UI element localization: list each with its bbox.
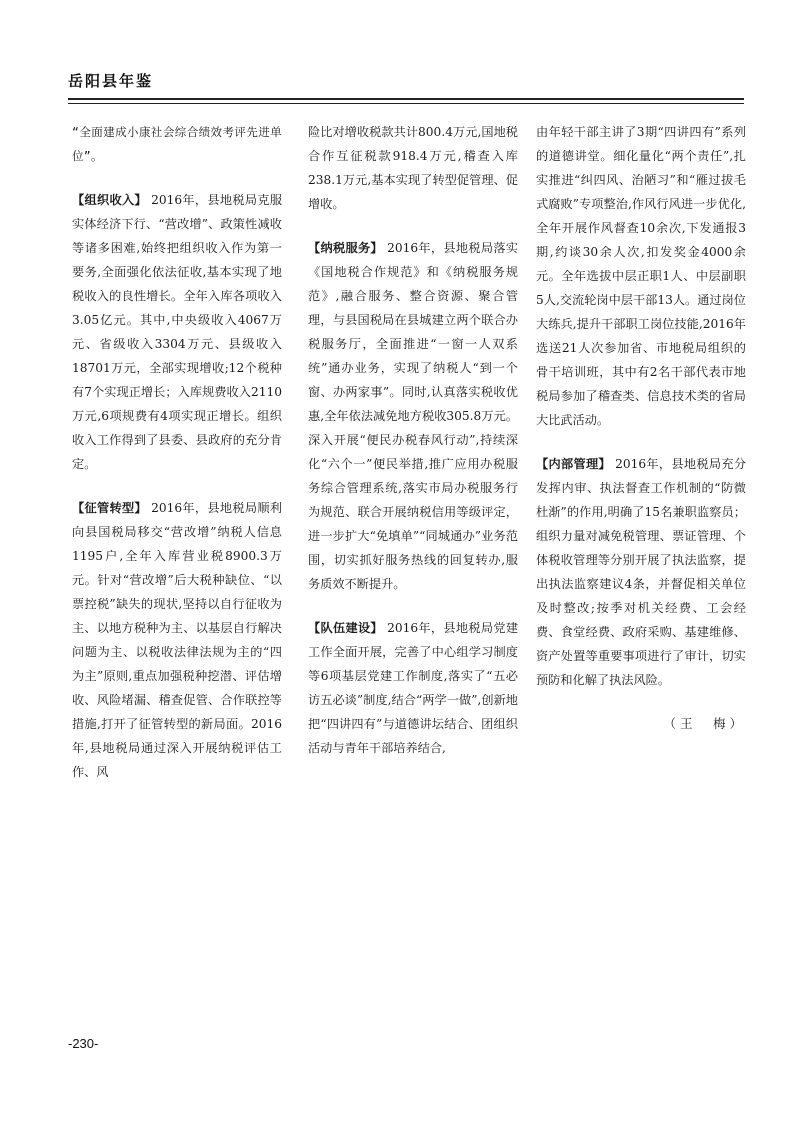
column-3 — [536, 120, 746, 756]
section-heading: 【内部管理】 — [536, 457, 611, 471]
section-heading: 【组织收入】 — [72, 193, 147, 207]
section-heading: 【纳税服务】 — [308, 241, 383, 255]
section-body: 2016年，县地税局党建工作全面开展，完善了中心组学习制度等6项基层党建工作制度,落实了“五必访五必谈”制度,结合“两学一做”,创新地把“四讲四有”与道德讲坛结合、团组织活动与青年干部培养结合, — [308, 621, 519, 755]
section-team-building — [308, 616, 518, 760]
section-tax-service — [308, 236, 518, 596]
section-heading: 【队伍建设】 — [308, 621, 383, 635]
header-rule — [68, 98, 744, 100]
continued-paragraph: 由年轻干部主讲了3期“四讲四有”系列的道德讲堂。细化量化“两个责任”,扎实推进“纠四风、治陋习”和“雁过拔毛式腐败”专项整治,作风行风进一步优化,全年开展作风督查10余次,下发通报3期,约谈30余人次,扣发奖金4000余元。全年选拔中层正职1人、中层副职5人,交流轮岗中层干部13人。通过岗位大练兵,提升干部职工岗位技能,2016年选送21人次参加省、市地税局组织的骨干培训班，其中有2名干部代表市地税局参加了稽查类、信息技术类的省局大比武活动。 — [536, 125, 746, 427]
column-2 — [308, 120, 518, 780]
continued-paragraph: 险比对增收税款共计800.4万元,国地税合作互征税款918.4万元,稽查入库238.1万元,基本实现了转型促管理、促增收。 — [308, 125, 518, 211]
section-organize-revenue — [72, 188, 282, 476]
column-1 — [72, 120, 282, 804]
section-body: 2016年，县地税局充分发挥内审、执法督查工作机制的“防微杜渐”的作用,明确了15名兼职监察员；组织力量对减免税管理、票证管理、个体税收管理等分别开展了执法监察，提出执法监察建议4条，并督促相关单位及时整改;按季对机关经费、工会经费、食堂经费、政府采购、基建维修、资产处置等重要事项进行了审计，切实预防和化解了执法风险。 — [536, 457, 747, 687]
section-collection-transformation — [72, 496, 282, 784]
author-credit: （王 梅） — [663, 716, 746, 731]
section-internal-management — [536, 452, 746, 692]
section-body: 2016年，县地税局落实《国地税合作规范》和《纳税服务规范》,融合服务、整合资源、聚合管理，与县国税局在县城建立两个联合办税服务厅，全面推进“一窗一人双系统”通办业务，实现了纳税人“到一个窗、办两家事”。同时,认真落实税收优惠,全年依法减免地方税收305.8万元。深入开展“便民办税春风行动”,持续深化“六个一”便民举措,推广应用办税服务综合管理系统,落实市局办税服务行为规范、联合开展纳税信用等级评定，进一步扩大“免填单”“同城通办”业务范围，切实抓好服务热线的回复转办,服务质效不断提升。 — [308, 241, 519, 591]
section-body: 2016年，县地税局克服实体经济下行、“营改增”、政策性减收等诸多困难,始终把组织收入作为第一要务,全面强化依法征收,基本实现了地税收入的良性增长。全年入库各项收入3.05亿元。其中,中央级收入4067万元、省级收入3304万元、县级收入18701万元，全部实现增收;12个税种有7个实现正增长；入库规费收入2110万元,6项规费有4项实现正增长。组织收入工作得到了县委、县政府的充分肯定。 — [72, 193, 283, 471]
section-heading: 【征管转型】 — [72, 501, 147, 515]
page-header-title: 岳阳县年鉴 — [68, 72, 154, 90]
header-rule-thin — [68, 103, 744, 104]
intro-paragraph: “全面建成小康社会综合绩效考评先进单位”。 — [72, 125, 282, 163]
page-number: -230- — [68, 1036, 99, 1051]
section-body: 2016年，县地税局顺利向县国税局移交“营改增”纳税人信息1195户,全年入库营业税8900.3万元。针对“营改增”后大税种缺位、“以票控税”缺失的现状,坚持以自行征收为主、以地方税种为主、以基层自行解决问题为主、以税收法律法规为主的“四为主”原则,重点加强税种挖潜、评估增收、风险堵漏、稽查促管、合作联控等措施,打开了征管转型的新局面。2016年,县地税局通过深入开展纳税评估工作、风 — [72, 501, 283, 779]
